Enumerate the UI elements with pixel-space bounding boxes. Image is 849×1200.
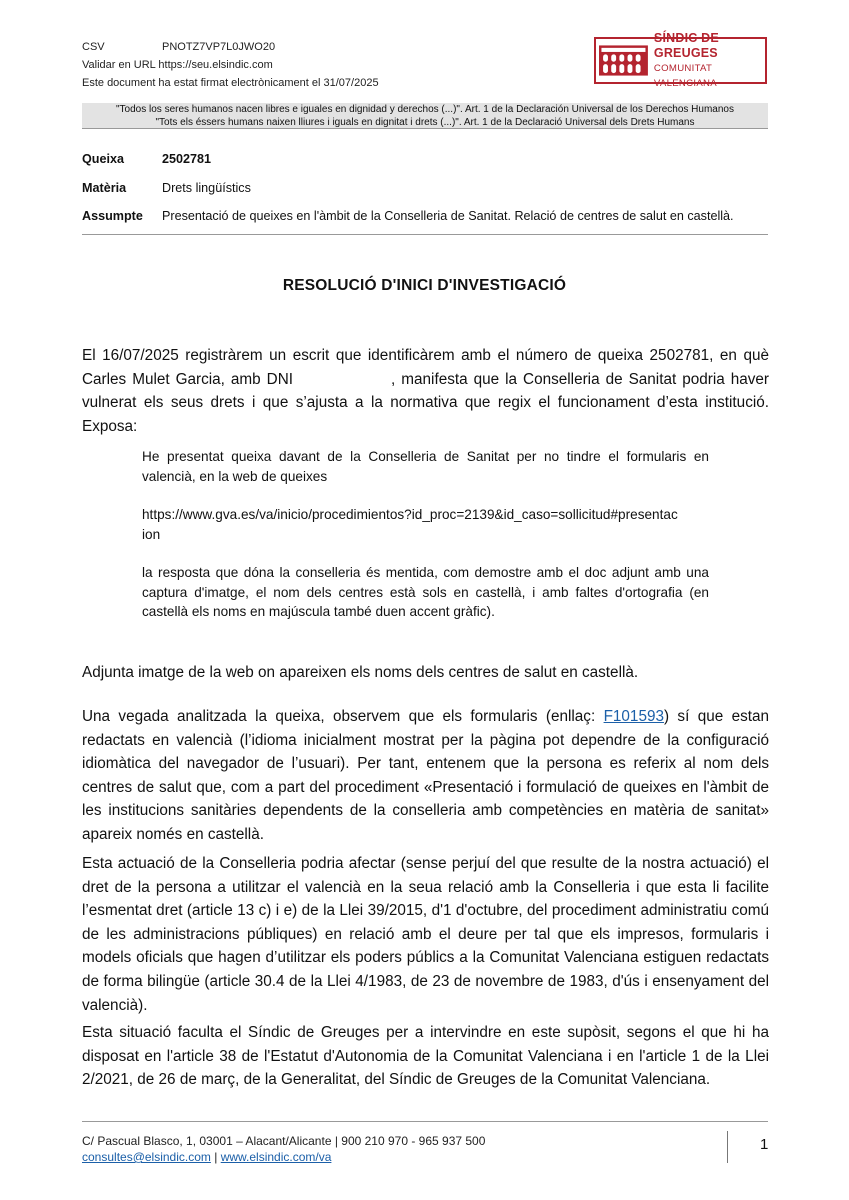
quoted-complaint-2: la resposta que dóna la conselleria és mentida, com demostre amb el doc adjunt amb una captura d'imatge, el nom dels centres està sols en castellà, i amb faltes d'ortografia (en castellà els noms en majúscula també duen accent gràfic). [142,565,709,620]
footer-divider [82,1121,768,1122]
document-metadata [82,38,379,92]
sindic-logo [594,30,767,89]
field-value: 2502781 [162,152,212,166]
analysis-text-start: Una vegada analitzada la queixa, observem que els formularis (enllaç: [82,708,604,725]
field-value: Presentació de queixes en l'àmbit de la Conselleria de Sanitat. Relació de centres de salut en castellà. [162,209,734,223]
document-title: RESOLUCIÓ D'INICI D'INVESTIGACIÓ [282,277,567,294]
intro-text-end: , manifesta que la Conselleria de Sanitat podria haver vulnerat els seus drets i que s’ajusta a la normativa que regix el funcionament d’esta institució. Exposa: [82,370,770,435]
intro-text-start: El 16/07/2025 registràrem un escrit que identificàrem amb el número de queixa 2502781, en què Carles Mulet Garcia, amb DNI [82,347,769,388]
page-number: 1 [760,1136,769,1153]
footer-contact [82,1133,485,1165]
footer-email-link[interactable]: consultes@elsindic.com [82,1150,211,1164]
field-materia [82,181,251,195]
analysis-text-end: ) sí que estan redactats en valencià (l’idioma inicialment mostrat per la pàgina pot dependre de la configuració idiomàtica del navegador de l’usuari). Per tant, entenem que la persona es referix al nom dels centres de salut que, com a part del procediment «Presentació i formulació de queixes en l'àmbit de les institucions sanitàries dependents de la conselleria amb competències en matèria de sanitat» apareix només en castellà. [82,708,770,843]
attachment-paragraph: Adjunta imatge de la web on apareixen els noms dels centres de salut en castellà. [82,664,639,681]
footer-web-link[interactable]: www.elsindic.com/va [220,1150,332,1164]
human-rights-quote-banner [82,103,768,129]
footer-address: C/ Pascual Blasco, 1, 03001 – Alacant/Alicante | 900 210 970 - 965 937 500 [82,1134,486,1148]
csv-value: PNOTZ7VP7L0JWO20 [162,41,276,53]
field-queixa [82,152,211,166]
analysis-paragraph [82,705,769,847]
logo-subtitle: COMUNITAT VALENCIANA [653,62,717,89]
field-label: Queixa [82,152,124,166]
field-label: Matèria [82,181,127,195]
quote-spanish: "Todos los seres humanos nacen libres e iguales en dignidad y derechos (...)". Art. 1 de la Declaración Universal de los Derechos Humanos [116,104,734,115]
quoted-complaint-url [142,505,709,544]
field-value: Drets lingüístics [162,181,251,195]
page-number-divider [727,1131,728,1163]
csv-label: CSV [82,41,105,53]
quote-valencian: "Tots els éssers humans naixen lliures i iguals en dignitat i drets (...)". Art. 1 de la Declaració Universal dels Drets Humans [155,116,695,128]
field-assumpte [82,209,734,223]
logo-title: SÍNDIC DE GREUGES [653,30,719,60]
divider [82,234,768,235]
building-logo-icon [599,42,648,79]
form-link[interactable]: F101593 [603,708,664,725]
faculta-paragraph: Esta situació faculta el Síndic de Greuges per a intervindre en este supòsit, segons el que hi ha disposat en l'article 38 de l'Estatut d'Autonomia de la Comunitat Valenciana i en l'article 1 de la Llei 2/2021, de 26 de març, de la Generalitat, del Síndic de Greuges de la Comunitat Valenciana. [82,1024,769,1089]
footer-separator: | [210,1150,221,1164]
quoted-url-line: https://www.gva.es/va/inicio/procedimientos?id_proc=2139&id_caso=sollicitud#presentac [142,507,678,522]
validate-url-text: Validar en URL https://seu.elsindic.com [82,59,273,71]
signed-date-text: Este document ha estat firmat electrònicament el 31/07/2025 [82,77,379,89]
intro-paragraph [82,344,769,438]
field-label: Assumpte [82,209,143,223]
quoted-url-line: ion [142,526,161,542]
redacted-dni [299,374,391,384]
affect-paragraph: Esta actuació de la Conselleria podria afectar (sense perjuí del que resulte de la nostra actuació) el dret de la persona a utilitzar el valencià en la seua relació amb la Conselleria i que esta li facilite l’esmentat dret (article 13 c) i e) de la Llei 39/2015, d'1 d'octubre, del procediment administratiu comú de les administracions públiques) en relació amb el deure per tal que els impresos, formularis i models oficials que hagen d’utilitzar els poders públics a la Comunitat Valenciana estiguen redactats de forma bilingüe (article 30.4 de la Llei 4/1983, de 23 de novembre de 1983, d'ús i ensenyament del valencià). [82,855,769,1014]
quoted-complaint-1: He presentat queixa davant de la Conselleria de Sanitat per no tindre el formularis en valencià, en la web de queixes [142,449,709,484]
